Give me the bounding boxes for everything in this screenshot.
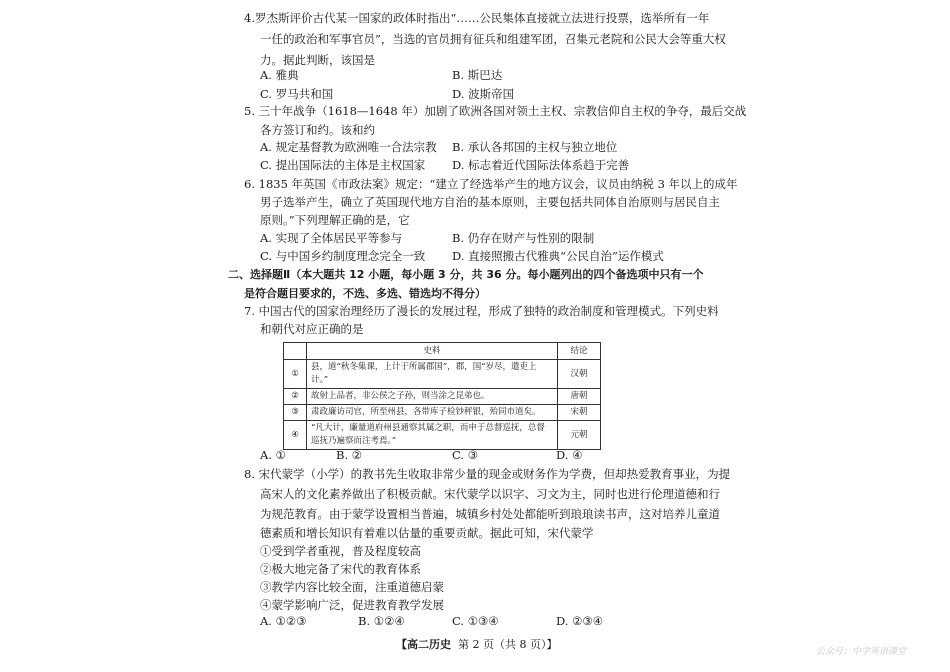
table-cell-num: ② xyxy=(284,389,307,405)
q6-stem-line-2: 男子选举产生，确立了英国现代地方自治的基本原则，主要包括共同体自治原则与居民自主 xyxy=(260,195,720,209)
page-footer xyxy=(396,636,557,652)
q6-option-c: C. 与中国乡约制度理念完全一致 xyxy=(260,249,426,263)
q7-stem-line-2: 和朝代对应正确的是 xyxy=(260,322,364,336)
q4-option-d: D. 波斯帝国 xyxy=(452,87,515,101)
table-row xyxy=(284,405,601,421)
q8-stem-line-3: 为规范教育。由于蒙学设置相当普遍，城镇乡村处处都能听到琅琅读书声，这对培养儿童道 xyxy=(260,507,720,521)
q6-option-d: D. 直接照搬古代雅典“公民自治”运作模式 xyxy=(452,249,664,263)
footer-page-number: 第 2 页（共 8 页）】 xyxy=(458,638,558,651)
section-2-heading-line-1: 二、选择题Ⅱ（本大题共 12 小题，每小题 3 分，共 36 分。每小题列出的四个备选项中只有一个 xyxy=(228,268,704,281)
table-cell-num: ③ xyxy=(284,405,307,421)
footer-subject: 【高二历史 xyxy=(396,638,451,651)
q8-option-d: D. ②③④ xyxy=(556,614,604,628)
table-cell-source: 故射上品者，非公侯之子孙，则当涂之昆弟也。 xyxy=(307,389,558,405)
watermark: 公众号：中学英语课堂 xyxy=(816,647,907,657)
q7-option-b: B. ② xyxy=(336,448,363,462)
q6-option-b: B. 仍存在财产与性别的限制 xyxy=(452,231,595,245)
q8-stem-line-4: 德素质和增长知识有着难以估量的重要贡献。据此可知，宋代蒙学 xyxy=(260,526,594,540)
table-cell-source: “凡大计，廉量道府州县通察其属之职，而申于总督巡抚，总督巡抚乃遍察而注考焉。” xyxy=(307,421,558,450)
q5-option-b: B. 承认各邦国的主权与独立地位 xyxy=(452,140,618,154)
q8-item-4: ④蒙学影响广泛，促进教育教学发展 xyxy=(260,598,444,612)
q7-option-a: A. ① xyxy=(260,448,286,462)
table-cell-source: 肃政廉访司官，所至州县，各带库子检钞秤银，殆同市道矣。 xyxy=(307,405,558,421)
table-cell-result: 宋朝 xyxy=(558,405,601,421)
q4-option-a: A. 雅典 xyxy=(260,68,299,82)
q8-stem-line-1: 8. 宋代蒙学（小学）的教书先生收取非常少量的现金或财务作为学费，但却热爱教育事业，为提 xyxy=(244,467,731,481)
q8-option-b: B. ①②④ xyxy=(358,614,405,628)
section-2-heading-line-2: 是符合题目要求的，不选、多选、错选均不得分） xyxy=(244,287,486,300)
table-row xyxy=(284,360,601,389)
table-header-source: 史料 xyxy=(307,343,558,360)
q6-option-a: A. 实现了全体居民平等参与 xyxy=(260,231,403,245)
table-row xyxy=(284,389,601,405)
q4-stem-line-2: 一任的政治和军事官员”，当选的官员拥有征兵和组建军团，召集元老院和公民大会等重大权 xyxy=(260,32,726,46)
table-header-result: 结论 xyxy=(558,343,601,360)
q7-option-d: D. ④ xyxy=(556,448,583,462)
q4-stem-line-3: 力。据此判断，该国是 xyxy=(260,53,375,67)
q5-option-a: A. 规定基督教为欧洲唯一合法宗教 xyxy=(260,140,437,154)
q7-option-c: C. ③ xyxy=(452,448,479,462)
q8-option-a: A. ①②③ xyxy=(260,614,307,628)
q8-option-c: C. ①③④ xyxy=(452,614,499,628)
table-cell-source: 县，道“秋冬集课，上计于所属郡国”，郡，国“岁尽，遣吏上计。” xyxy=(307,360,558,389)
table-header-num xyxy=(284,343,307,360)
q4-stem-line-1: 4.罗杰斯评价古代某一国家的政体时指出“……公民集体直接就立法进行投票，选举所有一年 xyxy=(244,11,710,25)
q5-stem-line-1: 5. 三十年战争（1618—1648 年）加剧了欧洲各国对领土主权、宗教信仰自主权的争夺，最后交战 xyxy=(244,104,747,118)
q4-option-c: C. 罗马共和国 xyxy=(260,87,334,101)
table-cell-result: 唐朝 xyxy=(558,389,601,405)
table-cell-num: ① xyxy=(284,360,307,389)
table-row xyxy=(284,421,601,450)
q6-stem-line-3: 原则。”下列理解正确的是，它 xyxy=(260,213,410,227)
q8-item-2: ②极大地完备了宋代的教育体系 xyxy=(260,562,421,576)
q8-item-3: ③教学内容比较全面，注重道德启蒙 xyxy=(260,580,444,594)
q4-option-b: B. 斯巴达 xyxy=(452,68,503,82)
q5-option-c: C. 提出国际法的主体是主权国家 xyxy=(260,158,426,172)
table-cell-num: ④ xyxy=(284,421,307,450)
q6-stem-line-1: 6. 1835 年英国《市政法案》规定：“建立了经选举产生的地方议会，议员由纳税 3 年以上的成年 xyxy=(244,177,738,191)
q8-stem-line-2: 高宋人的文化素养做出了积极贡献。宋代蒙学以识字、习文为主，同时也进行伦理道德和行 xyxy=(260,487,720,501)
q8-item-1: ①受到学者重视，普及程度较高 xyxy=(260,544,421,558)
q5-stem-line-2: 各方签订和约。该和约 xyxy=(260,123,375,137)
table-cell-result: 汉朝 xyxy=(558,360,601,389)
q7-source-table xyxy=(283,342,601,450)
table-cell-result: 元朝 xyxy=(558,421,601,450)
table-header-row xyxy=(284,343,601,360)
q7-stem-line-1: 7. 中国古代的国家治理经历了漫长的发展过程，形成了独特的政治制度和管理模式。下列史料 xyxy=(244,304,719,318)
q5-option-d: D. 标志着近代国际法体系趋于完善 xyxy=(452,158,630,172)
